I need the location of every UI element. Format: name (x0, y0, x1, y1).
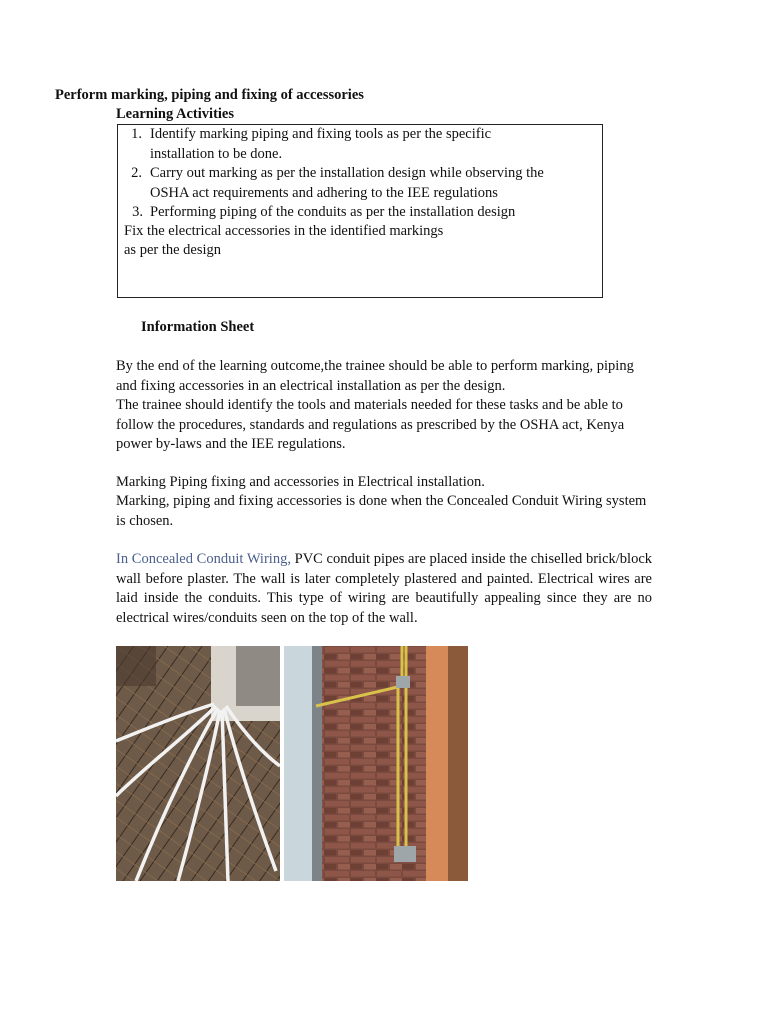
list-text: Carry out marking as per the installation design while observing the (150, 165, 544, 181)
list-text: installation to be done. (150, 145, 283, 162)
concealed-wiring-link-text: In Concealed Conduit Wiring, (116, 551, 291, 567)
information-sheet-title: Information Sheet (141, 319, 255, 335)
learning-activities-box (117, 124, 603, 298)
list-text: Performing piping of the conduits as per the installation design (150, 204, 516, 220)
paragraph-marking-title: Marking Piping fixing and accessories in Electrical installation. (116, 474, 485, 490)
paragraph-concealed-wiring (116, 550, 652, 628)
activity-text: as per the design (124, 242, 222, 258)
paragraph-marking: Marking, piping and fixing accessories is done when the Concealed Conduit Wiring system is chosen. (116, 493, 647, 529)
paragraph-intro: By the end of the learning outcome,the trainee should be able to perform marking, piping and fixing accessories in an electrical installation as per the design. (116, 358, 634, 394)
section-heading: Perform marking, piping and fixing of accessories (55, 87, 364, 103)
activity-text: Fix the electrical accessories in the identified markings (124, 223, 444, 239)
list-number: 2. (131, 165, 142, 181)
concealed-wiring-text: PVC conduit pipes are placed inside the chiselled brick/block wall before plaster. The wall is later completely plastered and painted. Electrical wires are laid inside the conduits. This type of wiring are beautifully appealing since they are no electrical wires/conduits seen on the top of the wall. (116, 551, 652, 626)
list-number: 1. (131, 126, 142, 142)
list-text: Identify marking piping and fixing tools as per the specific (150, 126, 492, 142)
conduit-photo-graphic (116, 646, 468, 881)
conduit-wiring-photo (116, 646, 468, 881)
paragraph-tools: The trainee should identify the tools and materials needed for these tasks and be able to follow the procedures, standards and regulations as prescribed by the OSHA act, Kenya power by-laws and the IEE regulations. (116, 397, 625, 452)
list-number: 3. (132, 204, 143, 220)
list-text: OSHA act requirements and adhering to the IEE regulations (150, 184, 498, 201)
learning-activities-heading: Learning Activities (116, 106, 235, 122)
